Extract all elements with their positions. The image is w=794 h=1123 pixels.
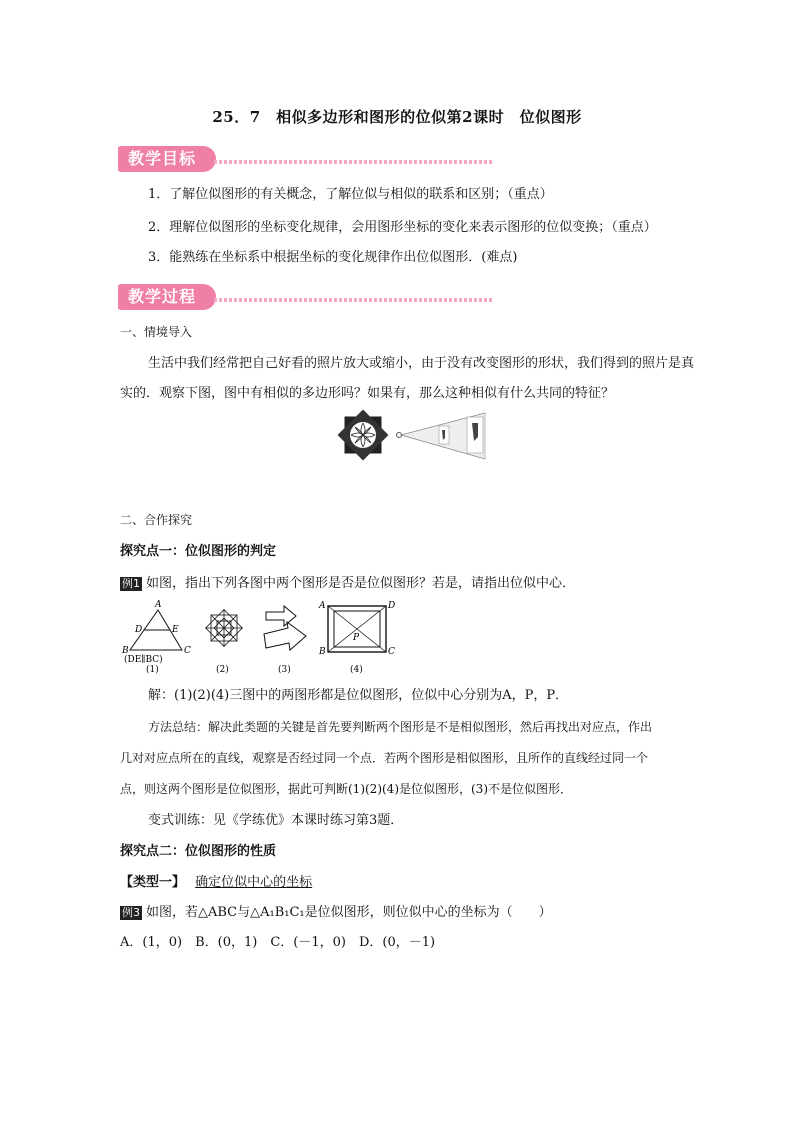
svg-text:B: B (122, 646, 129, 656)
svg-text:C: C (184, 646, 191, 656)
svg-text:E: E (172, 625, 179, 635)
svg-text:(DE∥BC): (DE∥BC) (124, 655, 163, 665)
method-summary-line3: 点，则这两个图形是位似图形，据此可判断(1)(2)(4)是位似图形，(3)不是位似图形． (120, 782, 572, 796)
svg-text:D: D (135, 625, 143, 635)
figure-caption-2: (2) (216, 665, 229, 675)
example-1-figures (116, 598, 416, 676)
method-summary-line2: 几对对应点所在的直线，观察是否经过同一个点．若两个图形是相似图形，且所作的直线经过同一个 (120, 751, 649, 765)
figure-4-rectangles (318, 601, 395, 657)
figure-caption-3: (3) (278, 665, 291, 675)
svg-text:D: D (388, 601, 396, 611)
type-1-text: 确定位似中心的坐标 (195, 875, 313, 890)
answer-options: A．(1，0) B．(0，1) C．(－1，0) D．(0，－1) (120, 935, 436, 950)
intro-figure (335, 407, 495, 463)
figure-2-stars (206, 610, 243, 647)
figure-1-triangle (121, 600, 191, 665)
svg-text:B: B (319, 647, 326, 657)
solution-text: 解：(1)(2)(4)三图中的两图形都是位似图形，位似中心分别为A，P，P． (148, 688, 569, 703)
page-title: 25．7 相似多边形和图形的位似第2课时 位似图形 (212, 108, 582, 126)
section-banner-goals (118, 146, 498, 172)
heading-situation-intro: 一、情境导入 (120, 325, 193, 339)
svg-text:A: A (319, 601, 326, 611)
banner-label: 教学过程 (128, 287, 197, 306)
section-banner-process (118, 284, 498, 310)
example-3 (120, 904, 552, 922)
svg-text:C: C (388, 647, 395, 657)
example-1-text: 如图，指出下列各图中两个图形是否是位似图形？若是，请指出位似中心． (146, 576, 576, 591)
banner-label: 教学目标 (128, 149, 197, 168)
figure-caption-4: (4) (350, 665, 363, 675)
type-1-label: 【类型一】 (120, 875, 186, 890)
figure-3-arrows (264, 606, 306, 650)
intro-paragraph-line1: 生活中我们经常把自己好看的照片放大或缩小，由于没有改变图形的形状，我们得到的照片是真 (148, 356, 695, 371)
example-badge: 例3 (122, 906, 140, 919)
svg-text:P: P (353, 633, 360, 643)
heading-cooperative-inquiry: 二、合作探究 (120, 513, 193, 527)
variant-training: 变式训练：见《学练优》本课时练习第3题． (148, 813, 404, 828)
svg-text:A: A (155, 600, 162, 610)
figure-caption-1: (1) (146, 665, 159, 675)
goal-3: 3．能熟练在坐标系中根据坐标的变化规律作出位似图形．(难点) (148, 250, 518, 265)
goal-1: 1．了解位似图形的有关概念，了解位似与相似的联系和区别；（重点） (148, 187, 553, 202)
example-3-text: 如图，若△ABC与△A₁B₁C₁是位似图形，则位似中心的坐标为（ ） (146, 905, 552, 920)
method-summary-line1: 方法总结：解决此类题的关键是首先要判断两个图形是不是相似图形，然后再找出对应点，作出 (148, 720, 653, 734)
example-badge: 例1 (122, 577, 140, 590)
type-1-heading (120, 874, 312, 892)
example-1 (120, 575, 575, 593)
heading-inquiry-point-2: 探究点二：位似图形的性质 (120, 844, 277, 859)
goal-2: 2．理解位似图形的坐标变化规律，会用图形坐标的变化来表示图形的位似变换；（重点） (148, 220, 657, 235)
intro-paragraph-line2: 实的．观察下图，图中有相似的多边形吗？如果有，那么这种相似有什么共同的特征？ (120, 386, 615, 401)
heading-inquiry-point-1: 探究点一：位似图形的判定 (120, 544, 277, 559)
